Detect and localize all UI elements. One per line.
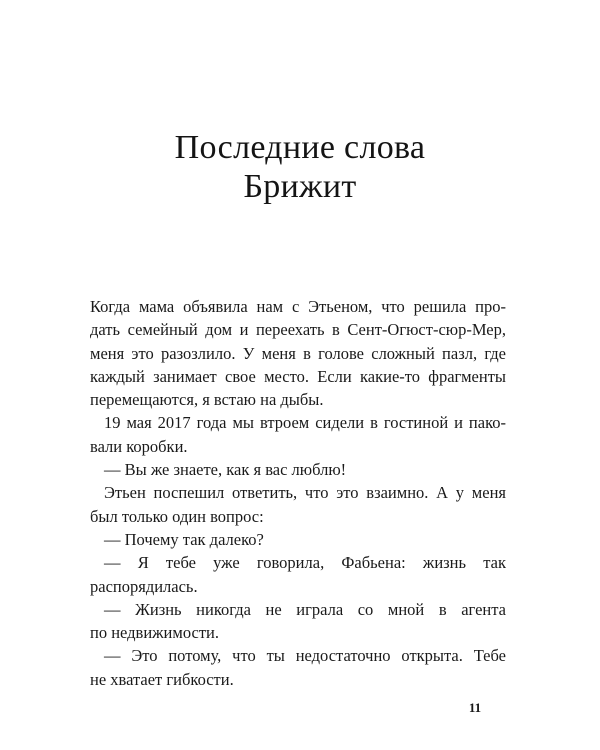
page-number: 11: [468, 700, 482, 715]
chapter-body-text: [90, 295, 506, 691]
chapter-title-line-2: Брижит: [243, 168, 357, 205]
text-line: был только один вопрос:: [90, 506, 264, 526]
text-line: — Почему так далеко?: [104, 529, 264, 549]
text-line: дать семейный дом и переехать в Сент-Огюст-сюр-Мер,: [90, 320, 506, 340]
text-line: 19 мая 2017 года мы втроем сидели в гостиной и пако-: [104, 413, 506, 433]
text-line: Когда мама объявила нам с Этьеном, что решила про-: [90, 297, 506, 316]
text-line: по недвижимости.: [90, 623, 219, 643]
text-line: не хватает гибкости.: [90, 669, 234, 689]
text-line: перемещаются, я встаю на дыбы.: [90, 390, 324, 410]
text-line: распорядилась.: [90, 576, 198, 596]
text-line: вали коробки.: [90, 436, 188, 456]
text-line: Этьен поспешил ответить, что это взаимно. А у меня: [104, 483, 506, 503]
text-line: — Жизнь никогда не играла со мной в агента: [104, 599, 506, 619]
text-line: меня это разозлило. У меня в голове сложный пазл, где: [90, 343, 506, 363]
chapter-title-line-1: Последние слова: [174, 129, 426, 166]
text-line: каждый занимает свое место. Если какие-то фрагменты: [90, 366, 506, 386]
chapter-title: [0, 128, 600, 206]
text-line: — Я тебе уже говорила, Фабьена: жизнь так: [104, 553, 506, 573]
text-line: — Это потому, что ты недостаточно открыта. Тебе: [104, 646, 506, 666]
text-line: — Вы же знаете, как я вас люблю!: [104, 460, 347, 480]
